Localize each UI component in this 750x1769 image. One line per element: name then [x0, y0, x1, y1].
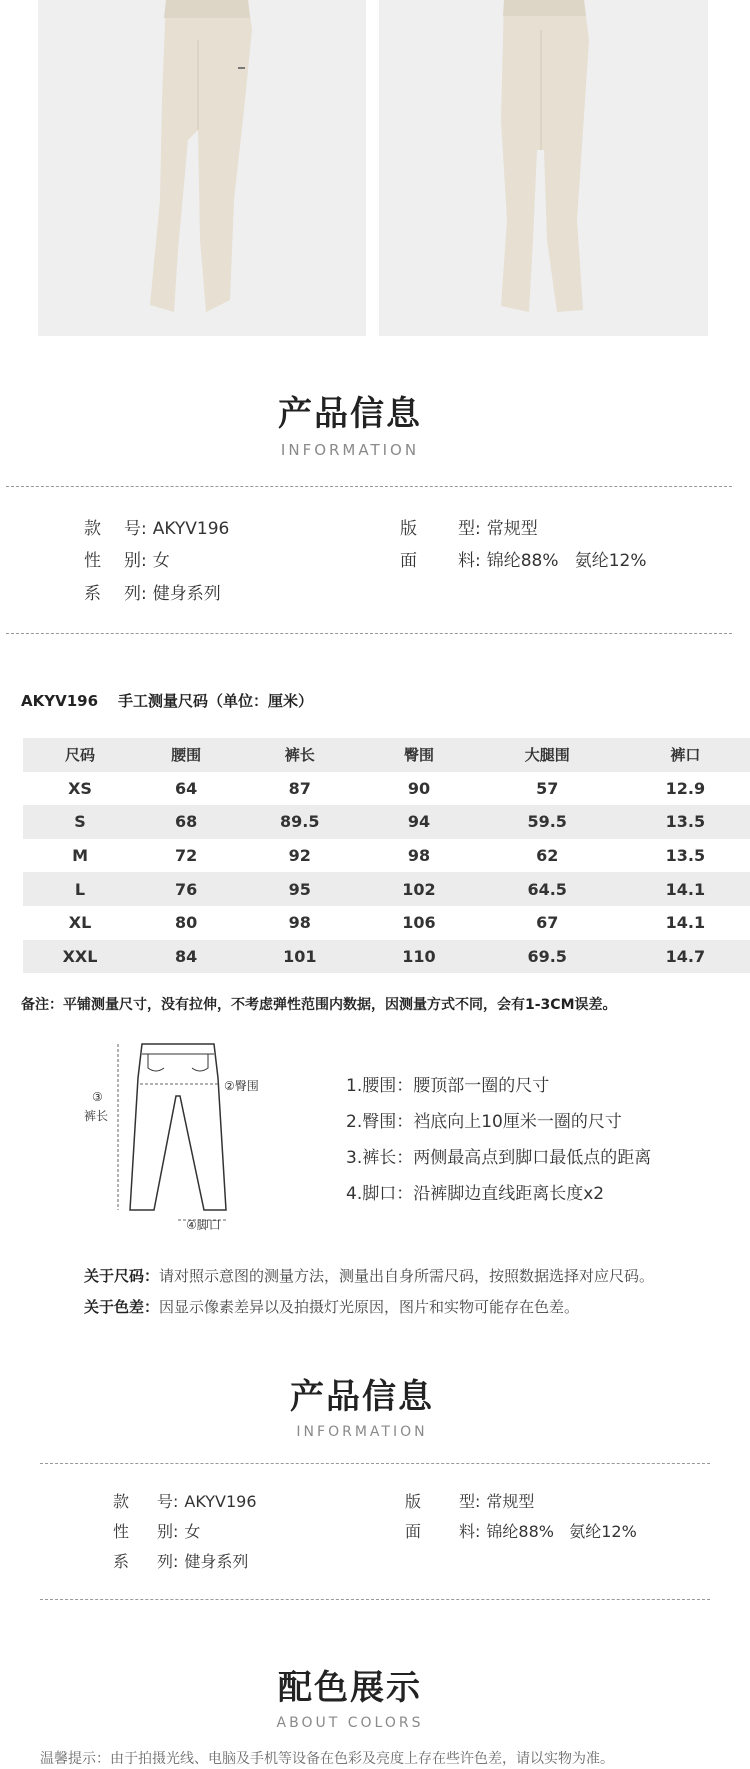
info-item-series: 系 列: 健身系列	[113, 1552, 249, 1571]
product-photo-front	[38, 0, 366, 336]
product-info-title-en-2: INFORMATION	[296, 1424, 428, 1440]
about-size	[84, 1265, 654, 1286]
product-photos	[0, 0, 750, 336]
about-size-label: 关于尺码：	[84, 1267, 160, 1285]
product-photo-back	[379, 0, 708, 336]
diagram-label-length-number: ③	[92, 1090, 103, 1104]
measure-item-waist: 1.腰围：腰顶部一圈的尺寸	[346, 1076, 550, 1096]
table-row: XS 64 87 90 57 12.9	[23, 772, 750, 806]
header-waist: 腰围	[171, 746, 202, 765]
info-item-gender: 性 别: 女	[113, 1522, 201, 1541]
divider	[40, 1599, 710, 1600]
table-row: XL 80 98 106 67 14.1	[23, 906, 750, 940]
colors-title	[0, 1660, 700, 1731]
header-length: 裤长	[284, 746, 315, 765]
size-chart-note: 备注：平铺测量尺寸，没有拉伸，不考虑弹性范围内数据，因测量方式不同，会有1-3CM误差。	[21, 997, 617, 1013]
divider	[6, 486, 732, 487]
table-row: S 68 89.5 94 59.5 13.5	[23, 805, 750, 839]
table-row: M 72 92 98 62 13.5	[23, 839, 750, 873]
size-chart-heading: 手工测量尺码（单位：厘米）	[118, 692, 314, 710]
diagram-label-length: 裤长	[84, 1109, 109, 1123]
about-size-text: 请对照示意图的测量方法，测量出自身所需尺码，按照数据选择对应尺码。	[159, 1267, 655, 1285]
info-item-fabric: 面 料: 锦纶88% 氨纶12%	[405, 1522, 637, 1541]
divider	[40, 1463, 710, 1464]
product-info-title	[0, 386, 700, 459]
divider	[6, 633, 732, 634]
header-hip: 臀围	[403, 746, 434, 765]
measure-item-hem: 4.脚口：沿裤脚边直线距离长度x2	[346, 1184, 605, 1204]
table-row: L 76 95 102 64.5 14.1	[23, 872, 750, 906]
product-info-title-cn: 产品信息	[278, 394, 422, 434]
info-item-series: 系 列: 健身系列	[84, 584, 221, 604]
diagram-label-hip: ②臀围	[224, 1079, 259, 1093]
diagram-label-hem: ④脚口	[186, 1218, 221, 1232]
measure-item-hip: 2.臀围：裆底向上10厘米一圈的尺寸	[346, 1112, 622, 1132]
product-info-title-cn-2: 产品信息	[290, 1377, 434, 1417]
info-item-gender: 性 别: 女	[84, 551, 170, 571]
table-row: XXL 84 101 110 69.5 14.7	[23, 940, 750, 974]
info-item-style-no: 款 号: AKYV196	[84, 519, 230, 539]
info-item-fit: 版 型: 常规型	[400, 519, 538, 539]
header-size: 尺码	[65, 746, 96, 765]
product-info-title-en: INFORMATION	[280, 441, 420, 459]
about-color-label: 关于色差：	[84, 1298, 160, 1316]
colors-title-cn: 配色展示	[278, 1668, 422, 1708]
info-item-fabric: 面 料: 锦纶88% 氨纶12%	[400, 551, 647, 571]
colors-title-en: ABOUT COLORS	[276, 1715, 424, 1731]
measure-item-length: 3.裤长：两侧最高点到脚口最低点的距离	[346, 1148, 652, 1168]
size-chart-title	[21, 690, 333, 711]
size-chart-code: AKYV196	[21, 692, 99, 710]
table-header-row	[23, 738, 750, 772]
about-color	[84, 1296, 579, 1317]
colors-tip: 温馨提示：由于拍摄光线、电脑及手机等设备在色彩及亮度上存在些许色差，请以实物为准。	[40, 1751, 614, 1767]
pants-measure-diagram-icon	[78, 1038, 278, 1238]
product-info-title-2	[12, 1369, 712, 1440]
header-thigh: 大腿围	[524, 746, 570, 765]
size-table	[23, 738, 750, 973]
about-color-text: 因显示像素差异以及拍摄灯光原因，图片和实物可能存在色差。	[159, 1298, 580, 1316]
info-item-fit: 版 型: 常规型	[405, 1492, 535, 1511]
info-item-style-no: 款 号: AKYV196	[113, 1492, 257, 1511]
header-hem: 裤口	[670, 746, 701, 765]
